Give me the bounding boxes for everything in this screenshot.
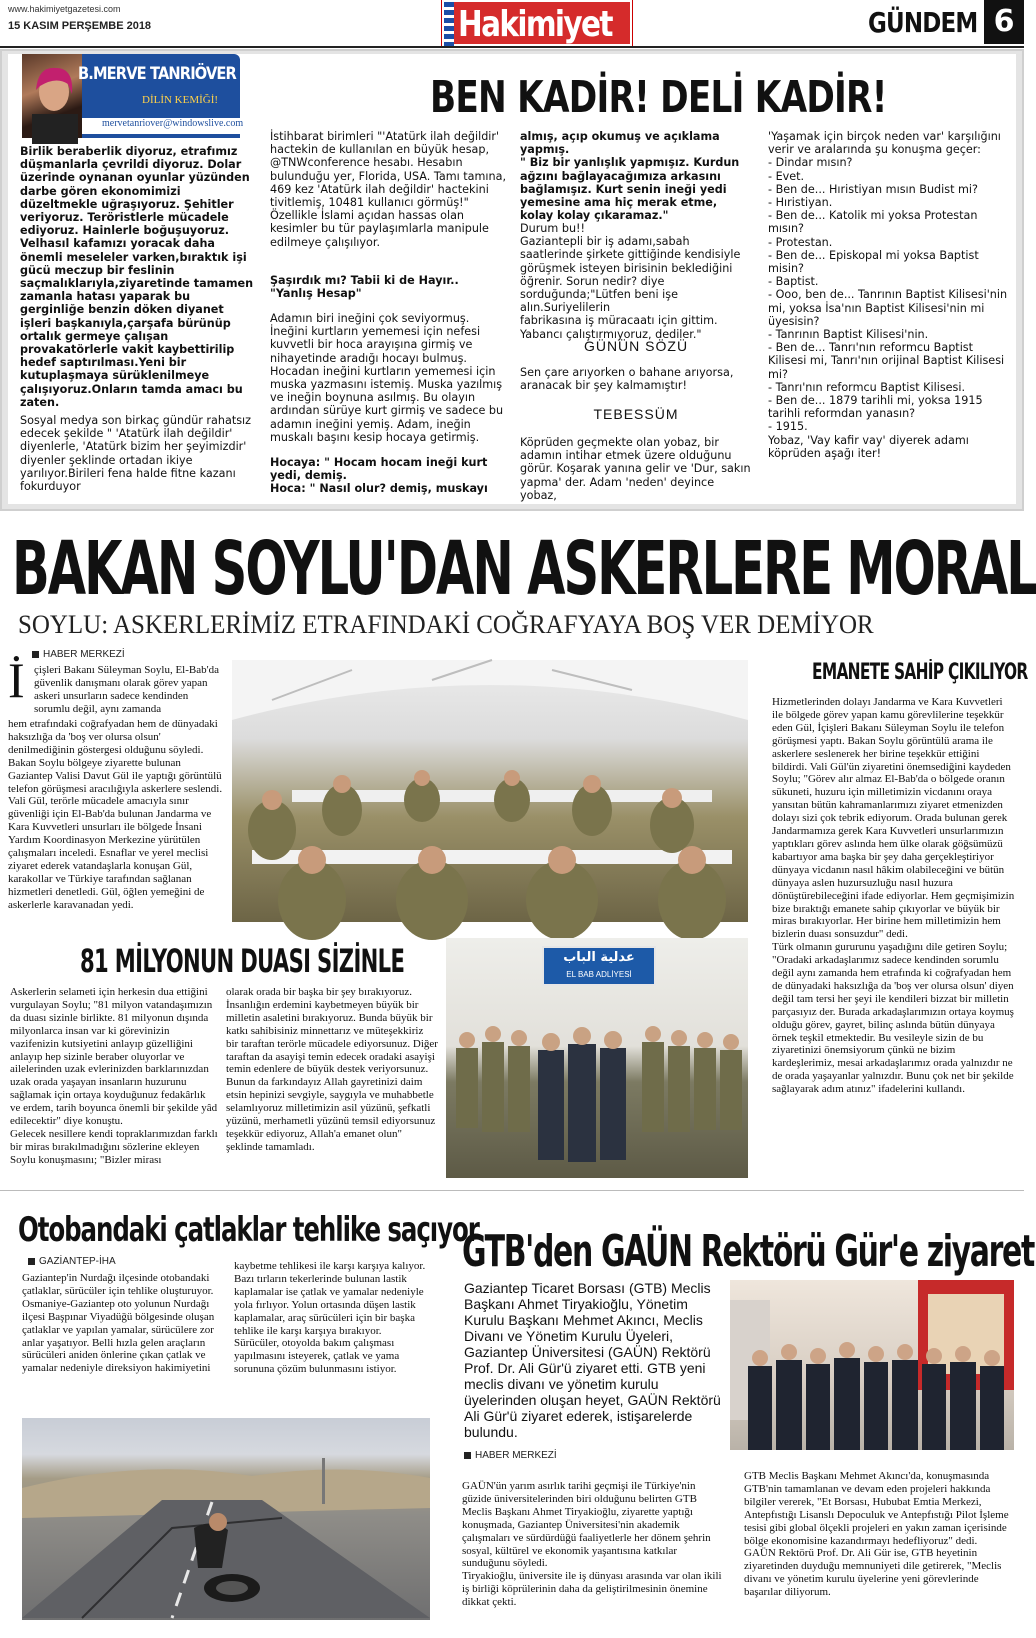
main-headline: BAKAN SOYLU'DAN ASKERLERE MORAL [12,526,1036,612]
issue-date: 15 KASIM PERŞEMBE 2018 [8,20,152,32]
bus-col2: kaybetme tehlikesi ile karşı karşıya kalıyor. Bazı tırların tekerlerinde bulunan lastik kaplamalar ise çatlak ve yamalar nedeniyle yola fırlıyor. Yolun ortasında düşen lastik kaplamalar, araç sürücüleri için bir başka tehlike ile karşı karşıya bırakıyor. Sürücüler, otoyolda bakım çalışması yapılmasını isteyerek, çatlak ve yama sorununa çözüm bulunmasını istiyor. [234,1260,426,1376]
sign-latin: EL BAB ADLİYESİ [566,970,632,979]
column-col3-heading2: TEBESSÜM [593,406,679,422]
gtb-col1: GAÜN'ün yarım asırlık tarihi geçmişi ile Türkiye'nin güzide üniversitelerinden biri olduğunu belirten GTB Meclis Başkanı Ahmet Tiryakioğlu, ziyarette yaptığı konuşmada, Gaziantep Üniversitesi'nin akademik çalışmaları ve sürdürdüğü faaliyetlerle her dönem şehrin sosyal, kültürel ve ekonomik yaşantısına katkılar sunduğunu söyledi. Tiryakioğlu, üniversite ile iş dünyası arasında var olan ikili iş birliği köprülerinin daha da geliştirilmesinin önemine dikkat çekti. [462,1480,722,1609]
gtb-headline: GTB'den GAÜN Rektörü Gür'e ziyaret [462,1226,1034,1277]
column-col3-a: almış, açıp okumuş ve açıklama yapmış. " Biz bir yanlışlık yapmışız. Kurdun ağzını bağlayacağımıza arkasını bağlamışız. Kurt senin ineği yedi yemesine ama hiç merak etme, kolay kolay çıkaramaz." [520,130,740,223]
gtb-byline [464,1450,557,1461]
author-badge [22,54,244,138]
bus-byline-text: GAZİANTEP-İHA [39,1256,116,1267]
dining-tent-scene-icon [232,660,748,922]
column-col2-a: İstihbarat birimleri "'Atatürk ilah değildir' hactekin de kullanılan en büyük hesap, @TNWconference hesabı. Hesabın bulunduğu yer, Florida, USA. Tamı tamına, 469 kez 'Atatürk ilah değildir' hactekini tivitlemiş, 10481 kullanıcı görmüş!" Özellikle İslami açıdan hassas olan kesimler bu tür paylaşımlarla manipule edilmeye çalışılıyor. [270,130,507,249]
gtb-byline-text: HABER MERKEZİ [475,1450,557,1461]
main-lead-first: çişleri Bakanı Süleyman Soylu, El-Bab'da güvenlik danışmanı olarak görev yapan askeri unsurların sadece kendinden sorumlu değil, aynı zamanda [34,664,219,715]
gtb-visit-photo [730,1280,1014,1450]
column-col3-d: Köprüden geçmekte olan yobaz, bir adamın intihar etmek üzere olduğunu görür. Koşarak yanına gelir ve 'Dur, sakın yapma' der. Adam 'neden' deyince yobaz, [520,436,751,502]
column-col2-c: Adamın biri ineğini çok seviyormuş. İneğini kurtların yememesi için nefesi kuvvetli bir hoca arayışına girmiş ve nihayetinde aradığı hocayı bulmuş. Hocadan ineğini kurtların yememesi için muska yazmasını istemiş. Muska yazılmış ve ineğin boynuna asılmış. Bu olayın ardından sürüye kurt girmiş ve sadece bu adamın ineğini yemiş. Adam, ineğin muskalı başını kesip hocaya getirmiş. [270,312,504,444]
logo-text: Hakimiyet [458,4,612,45]
cracked-highway-photo [22,1418,430,1620]
byline-square-icon [28,1258,35,1265]
main-byline [32,649,125,660]
sign-arabic: عدلية الباب [563,950,635,965]
author-photo [22,54,82,138]
column-col1-bold: Birlik beraberlik diyoruz, etrafımız düşmanlarla çevrildi diyoruz. Dolar üzerinde oynanan oyunlar yüzünden darbe gören ekonomimizi düzeltmekle uğraşıyoruz. Şehitler veriyoruz. Teröristlerle mücadele ediyoruz. Hainlerle boğuşuyoruz. Velhasıl kafamızı yoracak daha önemli meseleler varken,bıraktık işi gücü meczup bir feslinin saçmalıklarıyla,ziyaretinde tamamen zamanla hatası yaparak bu gerginliğe benzin döken diyanet işleri başkanıyla,çarşafa bürünüp ortalık germeye çalışan provakatörlerle vakit kaybettirilip hedef saptırılması.Yeni bir kutuplaşmaya sürüklenilmeye çalışıyoruz.Onların tamda amacı bu zaten. [20,145,254,409]
author-portrait-icon [22,54,82,138]
page-number-box [984,0,1024,44]
main-dropcap: İ [8,652,25,708]
bus-headline: Otobandaki çatlaklar tehlike saçıyor [18,1210,479,1250]
el-bab-group-photo [446,938,748,1178]
main-subhead: SOYLU: ASKERLERİMİZ ETRAFINDAKİ COĞRAFYAYA BOŞ VER DEMİYOR [18,610,874,639]
column-col3-b: Durum bu!! Gaziantepli bir iş adamı,sabah saatlerinde şirkete gittiğinde kendisiyle görüşmek isteyen birisinin beklediğini öğrenir. Sorun nedir? diye sorduğunda;"Lütfen beni işe alın.Suriyelilerin fabrikasına iş müracaatı için gittim. Yabancı çalıştırmıyoruz, dediler." [520,222,741,341]
column-col2-b: Şaşırdık mı? Tabii ki de Hayır.. "Yanlış Hesap" [270,274,459,301]
soldiers-dining-photo [232,660,748,922]
column-col1-rest: Sosyal medya son birkaç gündür rahatsız edecek şekilde " 'Atatürk ilah değildir' diyenlerle, 'Atatürk bizim her şeyimizdir' diyenler şeklinde ortadan ikiye yarılıyor.Birileri fena halde fitne kazanı fokurduyor [20,414,252,494]
column-title: BEN KADİR! DELİ KADİR! [430,72,887,123]
sub2-col2: olarak orada bir başka bir şey bırakıyoruz. İnsanlığın erdemini kaybetmeyen büyük bir milletin asaletini bırakıyoruz. Bunda büyük bir katkı sahibisiniz minnettarız ve müteşekkiriz bir taraftan terörle mücadele ediyorsunuz. Diğer taraftan da asayişi temin edecek oradaki asayişi temin edenlere de büyük destek veriyorsunuz. Bunun da farkındayız Allah gayretinizi daim etsin hepinizi sevgiyle, saygıyla ve muhabbetle selamlıyoruz milletimizin asil yüzünü, şefkatli yüzünü, merhametli yüzünü temsil ediyorsunuz teşekkür ediyoruz, Allah'a emanet olun" şeklinde tamamladı. [226,986,438,1153]
page-number: 6 [993,4,1015,39]
gtb-lead: Gaziantep Ticaret Borsası (GTB) Meclis Başkanı Ahmet Tiryakioğlu, Yönetim Kurulu Başkanı Mehmet Akıncı, Meclis Divanı ve Yönetim Kurulu Üyeleri, Gaziantep Üniversitesi (GAÜN) Rektörü Prof. Dr. Ali Gür'ü ziyaret etti. GTB yeni meclis divanı ve yönetim kurulu üyelerinden oluşan heyet, GAÜN Rektörü Ali Gür'ü ziyaret ederek, istişarelerde bulundu. [464,1280,721,1440]
side-text: Hizmetlerinden dolayı Jandarma ve Kara Kuvvetleri ile bölgede görev yapan kamu görevlilerine teşekkür eden Gül, İçişleri Bakanı Süleyman Soylu ile telefon görüşmesi yaptı. Bakan Soylu görüntülü arama ile askerlere seslenerek her birine teşekkür ettiğini bildirdi. Vali Gül'ün ziyaretini önemsediğini kaydeden Soylu; "Görev alır almaz El-Bab'da o bölgede oranın sükuneti, huzuru için milletimizin vicdanını oraya yansıtan bütün kahramanlarımızı ziyaret etmenizden dolayı sizi çok tebrik ediyorum. Orada bulunan gerek Jandarmamıza gerek Kara Kuvvetleri unsurlarımızın yaptıkları görev aslında hem ülke olarak göğsümüzü kabartıyor ama başka bir şey daha gerçekleştiriyor dünyaya vicdanın nasıl hâkim olabileceğini ve bütün dünyaya aslen huzursuzluğu nasıl huzura dönüştürebileceğini ifade ediyorlar. Hem geçmişimizin bize bıraktığı emanete sahip çıkıyorlar ve büyük bir miras bırakıyorlar. Her birine hem milletimizin hem bizlerin duası sonsuzdur" dedi. Türk olmanın gururunu yaşadığını dile getiren Soylu; "Oradaki arkadaşlarımız sadece kendinden sorumlu değil aynı zamanda hem etrafında ki coğrafyadan hem de dünyadaki haksızlığa da 'boş ver olursa olsun' diyen değil tam tersi her şeyi ile kendileri bizzat bir milletin parçasıyız der. Burada arkadaşlarımızın ortaya koymuş olduğu görev, gayret, bilinç aslında bütün dünyaya örnek teşkil etmektedir. Bu vesileyle sizin de bu ziyaretinizi önemsiyorum çünkü ne bizim kardeşlerimiz, mesai arkadaşlarımız orada yalnızdır ne de orada yaşayanlar yalnızdır. Bunu çok net bir şekilde sağlayarak adım atınız" ifadelerini kullandı. [772,696,1015,1096]
road-scene-icon [22,1418,430,1620]
delegation-group-icon [730,1280,1014,1450]
header-rule [0,46,1024,48]
bus-col1: Gaziantep'in Nurdağı ilçesinde otobandaki çatlaklar, sürücüler için tehlike oluşturuyor. Osmaniye-Gaziantep oto yolunun Nurdağı ilçesi Başpınar Viyadüğü bölgesinde oluşan çatlaklar ve yapılan yamalar, sürücülere zor anlar yaşatıyor. Belli hızla gelen araçların sürücüleri aniden önlerine çıkan çatlak ve yamalar nedeniyle direksiyon hakimiyetini [22,1272,215,1375]
author-email[interactable]: mervetanriover@windowslive.com [102,118,244,129]
column-col3-heading1: GÜNÜN SÖZÜ [583,338,689,354]
column-name: DİLİN KEMİĞİ! [142,94,219,106]
column-col4: 'Yaşamak için birçok neden var' karşılığını verir ve aralarında şu konuşma geçer: - Dindar mısın? - Evet. - Ben de... Hıristiyan mısın Budist mi? - Hıristiyan. - Ben de... Katolik mi yoksa Protestan mısın? - Protestan. - Ben de... Episkopal mi yoksa Baptist misin? - Baptist. - Ooo, ben de... Tanrının Baptist Kilisesi'nin mi, yoksa İsa'nın Baptist Kilisesi'nin mi üyesisin? - Tanrının Baptist Kilisesi'nin. - Ben de... Tanrı'nın reformcu Baptist Kilisesi mi, Tanrı'nın orijinal Baptist Kilisesi mi? - Tanrı'nın reformcu Baptist Kilisesi. - Ben de... 1879 tarihli mi, yoksa 1915 tarihli reformdan yanasın? - 1915. Yobaz, 'Vay kafir vay' diyerek adamı köprüden aşağı iter! [768,130,1008,460]
gtb-col2: GTB Meclis Başkanı Mehmet Akıncı'da, konuşmasında GTB'nin tamamlanan ve devam eden projeleri hakkında bilgiler vererek, "Et Borsası, Hububat Emtia Merkezi, Antepfıstığı Lisanslı Depoculuk ve Antepfıstığı Pilot İşleme tesisi gibi global ölçekli projeleri en yakın zaman içerisinde bölge ekonomisine kazandırmayı hedefliyoruz" dedi. GAÜN Rektörü Prof. Dr. Ali Gür ise, GTB heyetinin ziyaretinden duyduğu memnuniyeti dile getirerek, "Meclis divanı ve yönetim kurulu üyelerine yeni görevlerinde başarılar diliyorum. [744,1470,1009,1599]
author-name: B.MERVE TANRIÖVER [78,64,236,84]
masthead-logo [442,0,632,46]
section-label: GÜNDEM [868,6,978,39]
group-people-icon [446,938,748,1178]
main-byline-text: HABER MERKEZİ [43,649,125,660]
column-col2-d: Hocaya: " Hocam hocam ineği kurt yedi, demiş. Hoca: " Nasıl olur? demiş, muskayı [270,456,488,496]
main-lead: hem etrafındaki coğrafyadan hem de dünyadaki haksızlığa da 'boş ver olursa olsun' denilmediğinin göstergesi olduğunu söyledi. Bakan Soylu bölgeye ziyarette bulunan Gaziantep Valisi Davut Gül ile yaptığı görüntülü telefon görüşmesi aracılığıyla askerlere seslendi. Vali Gül, terörle mücadele amacıyla sınır güvenliği için El-Bab'da bulunan Jandarma ve Kara Kuvvetleri unsurları ile bölgede İnsani Yardım Koordinasyon Merkezine yürütülen çalışmaları inceledi. Esnaflar ve yerel meclisi ziyaret ederek vatandaşlarla konuşan Gül, karakollar ve Türkiye tarafından sağlanan hizmetleri denetledi. Gül, öğlen yemeğini de askerlerle karavanadan yedi. [8,718,223,911]
logo-stripes [444,2,454,48]
column-col3-c: Sen çare arıyorken o bahane arıyorsa, aranacak bir şey kalmamıştır! [520,366,734,393]
side-title: EMANETE SAHİP ÇIKILIYOR [812,660,1028,685]
byline-square-icon [32,651,39,658]
site-url[interactable]: www.hakimiyetgazetesi.com [8,4,121,14]
sub2-col1: Askerlerin selameti için herkesin dua ettiğini vurgulayan Soylu; "81 milyon vatandaşımızın da duası sizinle birlikte. 81 milyonun dışında milyonlarca insan var ki görevinizin vazifenizin kutsiyetini anlayıp güzelliğini anlayıp hep sizinle beraber oluyorlar ve ailelerinden uzak evlerinizden barklarınızdan uzak orada yaşayan insanların huzurunu sağlamak için ortaya koyduğunuz fedakârlık ve erdem, tarih boyunca önemli bir şekilde yâd edilecektir" diye konuştu. Gelecek nesillere kendi topraklarımızdan farklı bir miras bırakılmadığını sözlerine ekleyen Soylu konuşmasını; "Bizler mirası [10,986,218,1166]
section-divider [0,1190,1024,1191]
sub2-title: 81 MİLYONUN DUASI SİZİNLE [80,942,405,980]
bus-byline [28,1256,116,1267]
byline-square-icon [464,1452,471,1459]
